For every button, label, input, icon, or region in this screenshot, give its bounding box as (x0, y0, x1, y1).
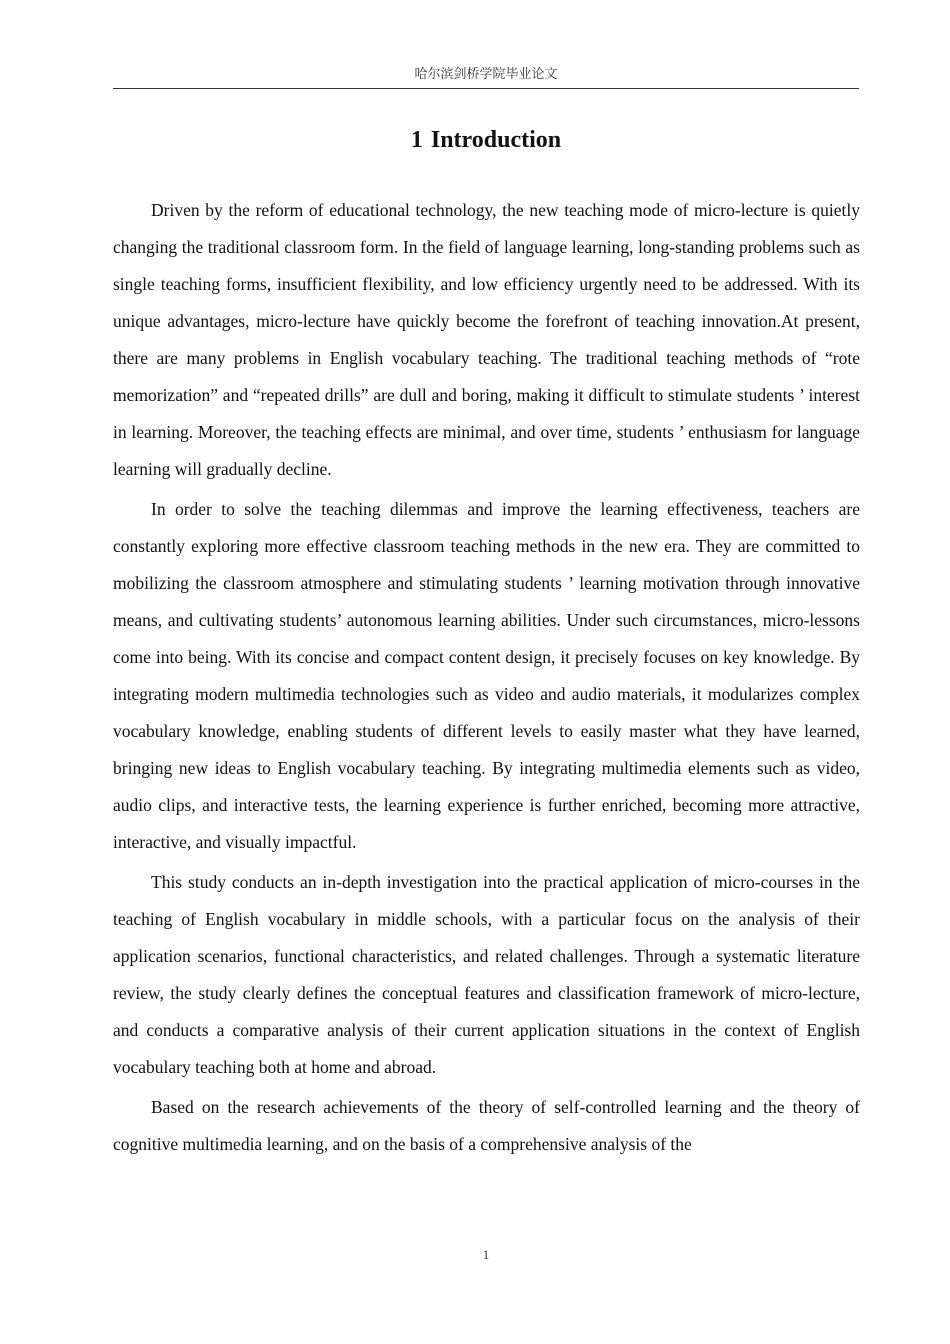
page-number: 1 (482, 1247, 490, 1262)
header-divider (113, 88, 859, 89)
paragraph-1: Driven by the reform of educational technology, the new teaching mode of micro-lecture is quietly changing the traditional classroom form. In the field of language learning, long-standing problems such as single teaching forms, insufficient flexibility, and low efficiency urgently need to be addressed. With its unique advantages, micro-lecture have quickly become the forefront of teaching innovation.At present, there are many problems in English vocabulary teaching. The traditional teaching methods of “rote memorization” and “repeated drills” are dull and boring, making it difficult to stimulate students ’ interest in learning. Moreover, the teaching effects are minimal, and over time, students ’ enthusiasm for language learning will gradually decline. (113, 200, 860, 479)
running-header: 哈尔滨剑桥学院毕业论文 (414, 67, 558, 82)
paragraph-4: Based on the research achievements of the theory of self-controlled learning and the theory of cognitive multimedia learning, and on the basis of a comprehensive analysis of the (113, 1097, 860, 1154)
body-text (113, 192, 860, 1166)
paragraph-2: In order to solve the teaching dilemmas and improve the learning effectiveness, teachers are constantly exploring more effective classroom teaching methods in the new era. They are committed to mobilizing the classroom atmosphere and stimulating students ’ learning motivation through innovative means, and cultivating students’ autonomous learning abilities. Under such circumstances, micro-lessons come into being. With its concise and compact content design, it precisely focuses on key knowledge. By integrating modern multimedia technologies such as video and audio materials, it modularizes complex vocabulary knowledge, enabling students of different levels to easily master what they have learned, bringing new ideas to English vocabulary teaching. By integrating multimedia elements such as video, audio clips, and interactive tests, the learning experience is further enriched, becoming more attractive, interactive, and visually impactful. (113, 499, 860, 852)
chapter-number: 1 (410, 127, 423, 153)
chapter-title (113, 124, 859, 156)
paragraph-3: This study conducts an in-depth investigation into the practical application of micro-courses in the teaching of English vocabulary in middle schools, with a particular focus on the analysis of their application scenarios, functional characteristics, and related challenges. Through a systematic literature review, the study clearly defines the conceptual features and classification framework of micro-lecture, and conducts a comparative analysis of their current application situations in the context of English vocabulary teaching both at home and abroad. (113, 872, 860, 1077)
chapter-title-text: Introduction (430, 127, 562, 153)
